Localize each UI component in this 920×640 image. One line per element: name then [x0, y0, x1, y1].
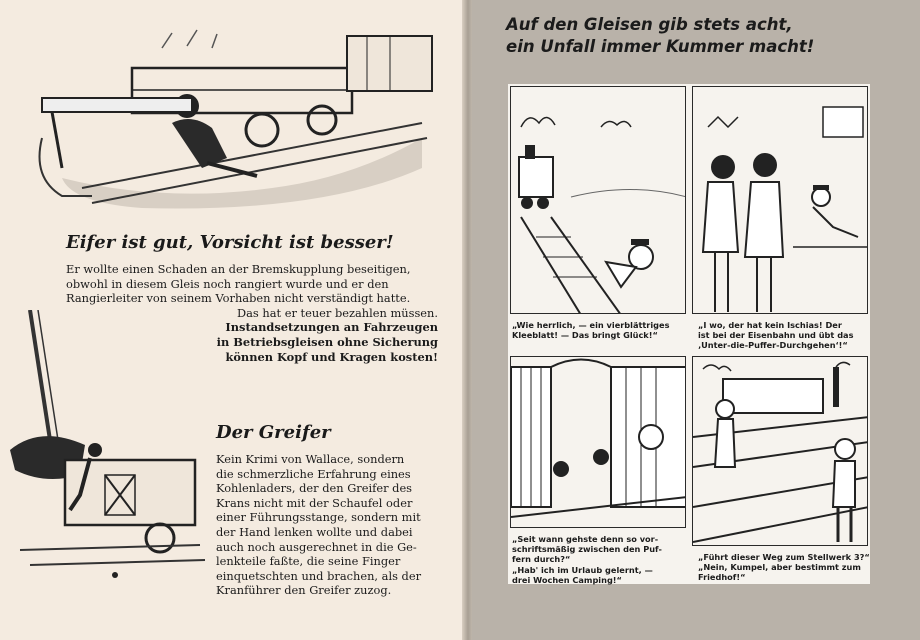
- caption-line: fern durch?“: [512, 554, 571, 565]
- caption-line: Kleeblatt! — Das bringt Glück!“: [512, 330, 658, 341]
- caption-line: ist bei der Eisenbahn und übt das: [698, 330, 854, 341]
- caption-line: „I wo, der hat kein Ischias! Der: [698, 320, 842, 330]
- body-line: einer Führungsstange, sondern mit: [216, 510, 421, 525]
- panel-3-caption: [512, 534, 690, 585]
- railcar-repair-illustration: [22, 28, 442, 213]
- caption-line: ‚Unter-die-Puffer-Durchgehen‘!“: [698, 340, 848, 351]
- comic-title: [506, 14, 886, 58]
- body-line: Rangierleiter von seinem Vorhaben nicht verständigt hatte.: [66, 291, 411, 306]
- caption-line: Friedhof!“: [698, 572, 746, 583]
- clover-scene-drawing: [511, 87, 686, 314]
- section2-body: [216, 452, 438, 598]
- body-line: Er wollte einen Schaden an der Bremskupplung beseitigen,: [66, 262, 411, 276]
- comic-strip: [508, 84, 870, 584]
- caption-line: „Führt dieser Weg zum Stellwerk 3?“: [698, 552, 870, 562]
- caption-line: schriftsmäßig zwischen den Puf-: [512, 544, 662, 555]
- crane-grab-illustration: [10, 310, 210, 580]
- warning-line: Instandsetzungen an Fahrzeugen: [225, 320, 438, 335]
- caption-line: drei Wochen Camping!“: [512, 574, 622, 585]
- caption-line: „Nein, Kumpel, aber bestimmt zum: [698, 562, 861, 573]
- section2-heading: Der Greifer: [216, 422, 331, 443]
- buffer-crossing-drawing: [511, 357, 686, 528]
- caption-line: „Seit wann gehste denn so vor-: [512, 534, 659, 544]
- warning-line: können Kopf und Kragen kosten!: [225, 349, 438, 364]
- panel-4-caption: [698, 552, 876, 583]
- body-line: Das hat er teuer bezahlen müssen.: [236, 305, 438, 320]
- comic-panel-4: [692, 356, 868, 546]
- body-line: Kein Krimi von Wallace, sondern: [216, 452, 405, 466]
- section1-heading: Eifer ist gut, Vorsicht ist besser!: [66, 232, 394, 253]
- body-line: auch noch ausgerechnet in die Ge-: [216, 539, 417, 554]
- puffer-scene-drawing: [693, 87, 868, 314]
- body-line: die schmerzliche Erfahrung eines: [216, 466, 411, 481]
- comic-panel-2: [692, 86, 868, 314]
- caption-line: „Hab' ich im Urlaub gelernt, —: [512, 564, 653, 575]
- body-line: obwohl in diesem Gleis noch rangiert wurde und er den: [66, 276, 389, 291]
- body-line: Kohlenladers, der den Greifer des: [216, 481, 413, 496]
- caption-line: „Wie herrlich, — ein vierblättriges: [512, 320, 670, 330]
- body-line: lenkteile faßte, die seine Finger: [216, 554, 401, 569]
- panel-2-caption: [698, 320, 874, 351]
- comic-panel-1: [510, 86, 686, 314]
- body-line: Krans nicht mit der Schaufel oder: [216, 495, 413, 510]
- signal-box-drawing: [693, 357, 868, 546]
- comic-panel-3: [510, 356, 686, 528]
- body-line: einquetschten und brachen, als der: [216, 568, 422, 583]
- title-line: ein Unfall immer Kummer macht!: [506, 37, 815, 56]
- panel-1-caption: [512, 320, 688, 340]
- body-line: der Hand lenken wollte und dabei: [216, 524, 413, 539]
- warning-line: in Betriebsgleisen ohne Sicherung: [216, 334, 438, 349]
- body-line: Kranführer den Greifer zuzog.: [216, 583, 392, 598]
- title-line: Auf den Gleisen gib stets acht,: [506, 15, 793, 34]
